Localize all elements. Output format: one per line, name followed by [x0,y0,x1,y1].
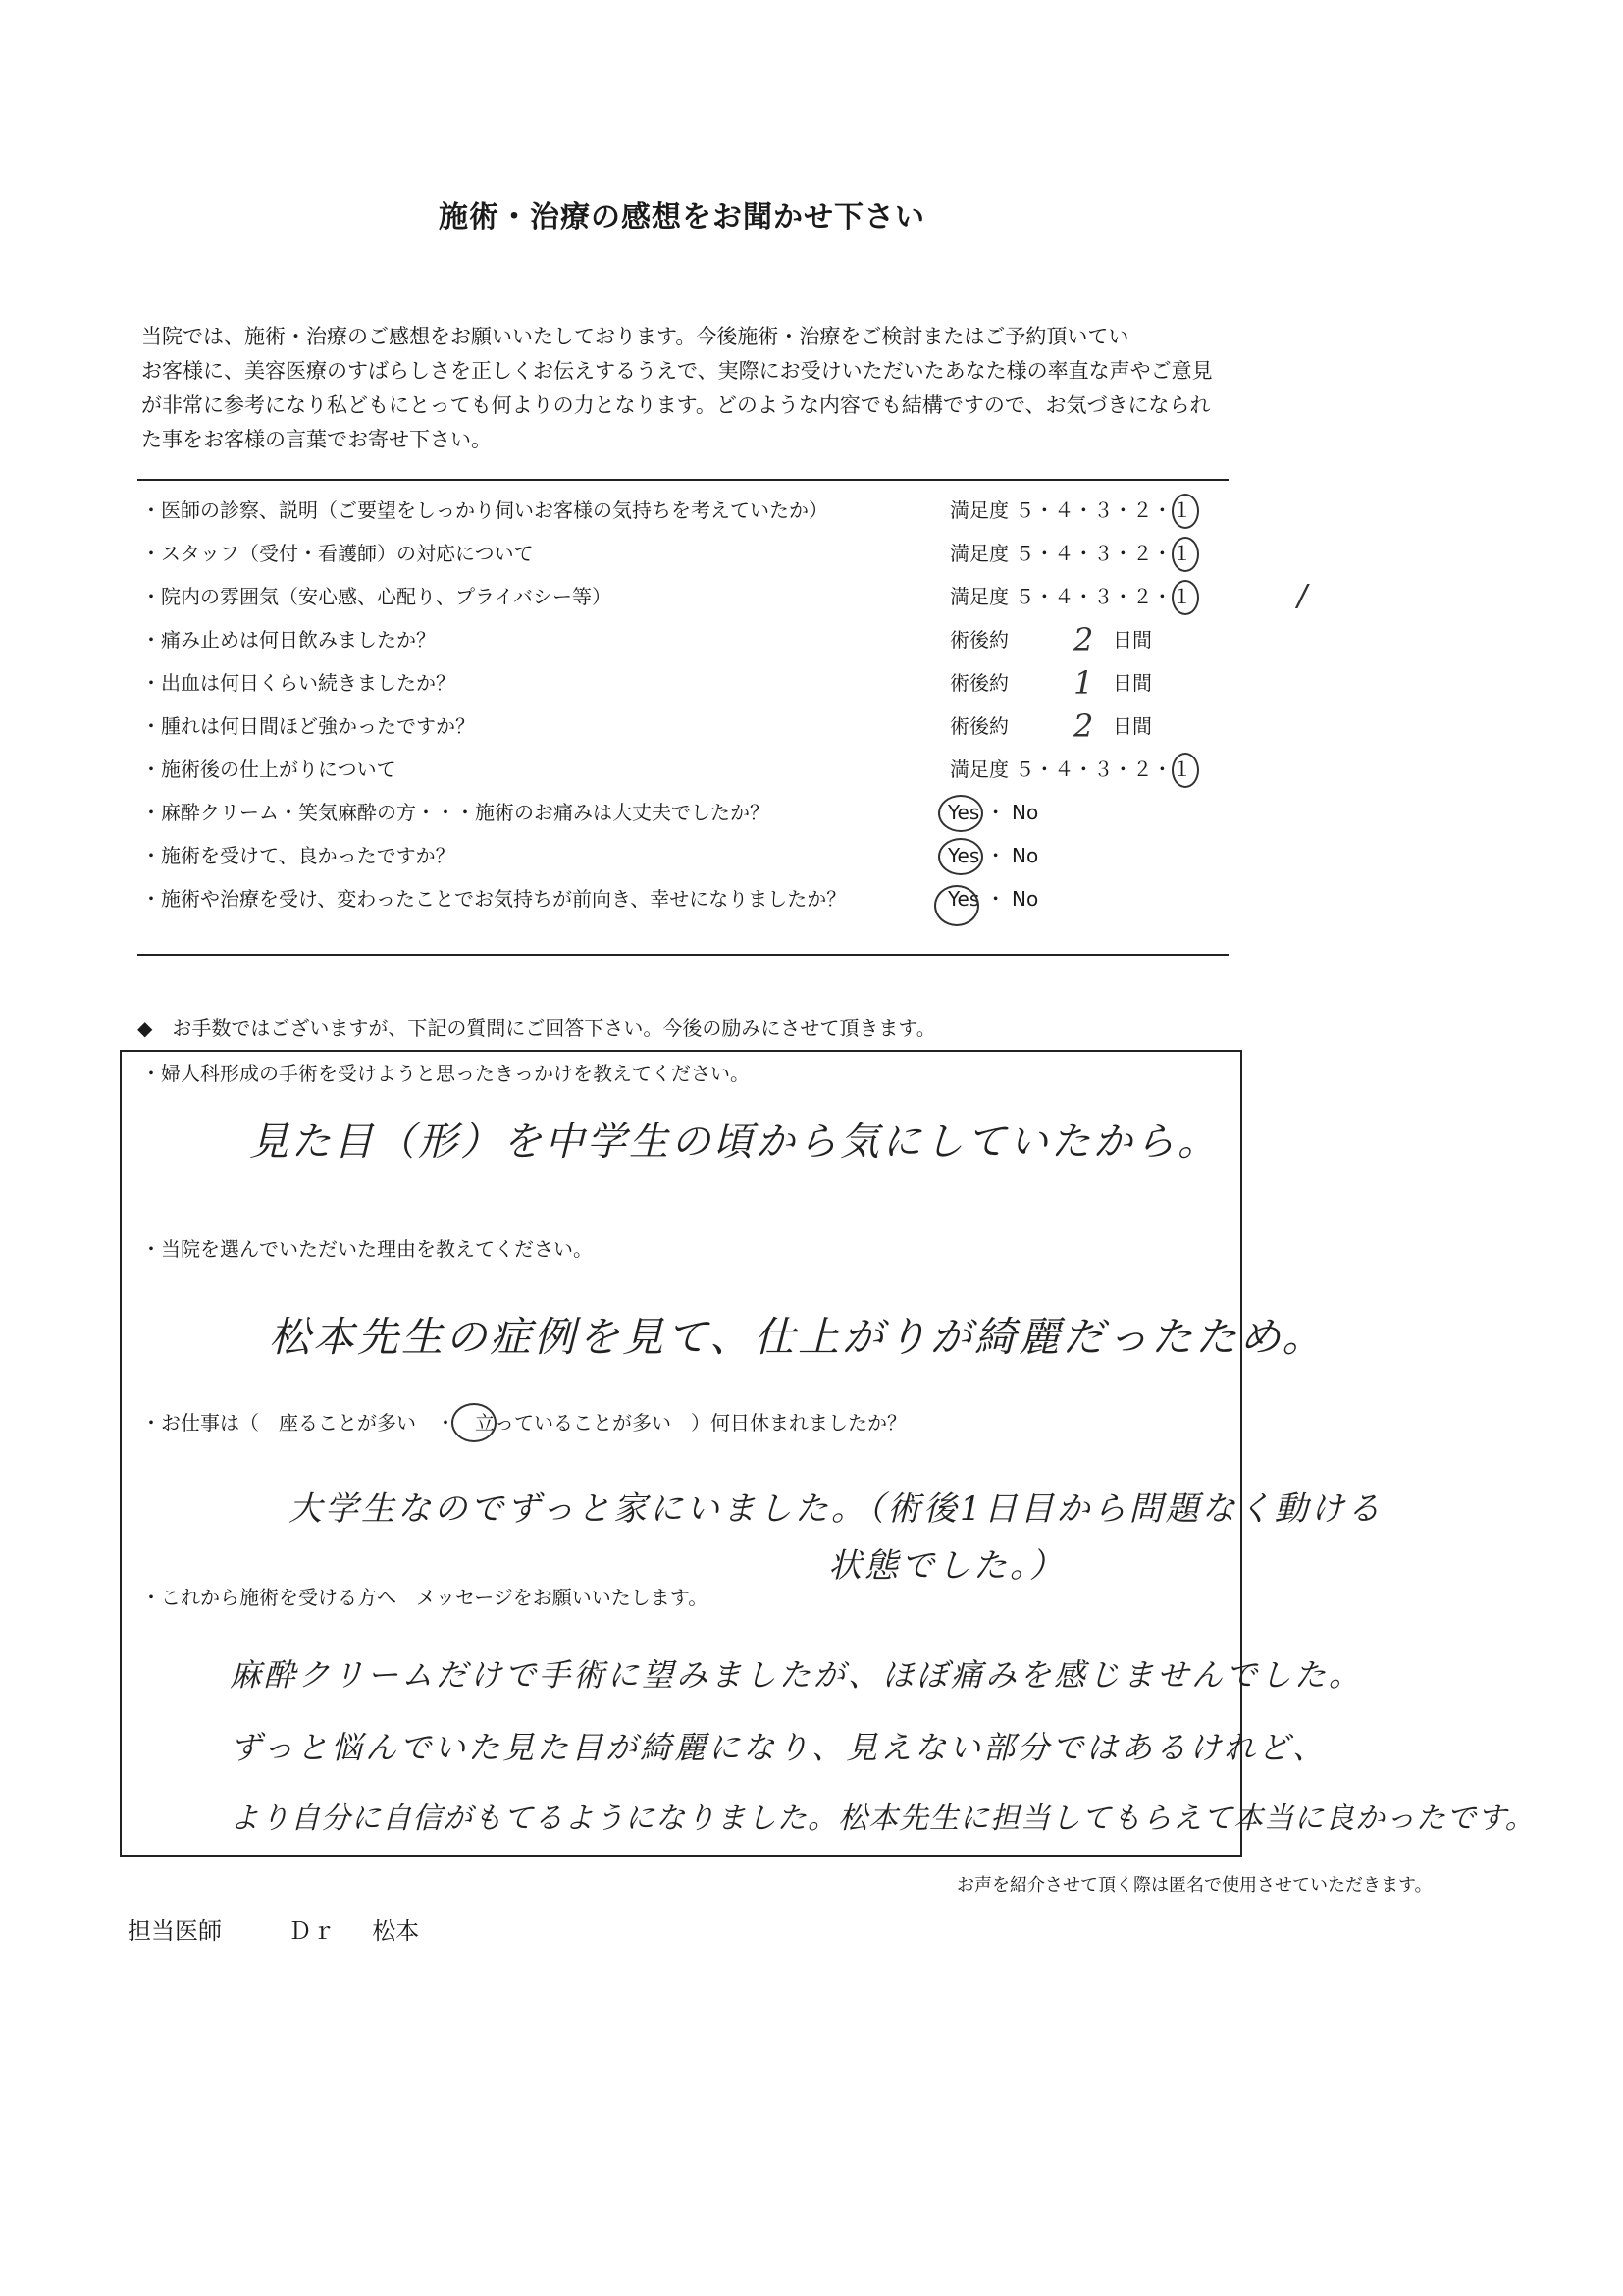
yes-no-choice: Yes ・ No [948,844,1039,867]
doctor-name: 松本 [372,1917,420,1945]
rating-scale: 満足度 ５・４・３・２・１ [950,498,1192,522]
answer-circle [1172,753,1199,788]
question-label: ・施術や治療を受け、変わったことでお気持ちが前向き、幸せになりましたか？ [141,887,847,911]
question-label: ・院内の雰囲気（安心感、心配り、プライバシー等） [141,585,611,608]
answer-prefix: 術後約 [950,714,1009,738]
question-reason: ・当院を選んでいただいた理由を教えてください。 [141,1237,593,1261]
answer-circle [934,885,979,926]
handwritten-value: 1 [1073,664,1094,702]
rating-scale: 満足度 ５・４・３・２・１ [950,757,1192,781]
free-answer-box [120,1050,1536,1857]
doctor-prefix: Ｄｒ [288,1917,336,1945]
anonymity-footnote: お声を紹介させて頂く際は匿名で使用させていただきます。 [957,1875,1433,1896]
handwritten-value: 2 [1073,621,1094,658]
question-label: ・出血は何日くらい続きましたか？ [141,671,455,695]
handwritten-answer: 大学生なのでずっと家にいました。（術後1日目から問題なく動ける [288,1489,1384,1529]
question-label: ・スタッフ（受付・看護師）の対応について [141,542,534,565]
handwritten-answer: ずっと悩んでいた見た目が綺麗になり、見えない部分ではあるけれど、 [230,1729,1328,1766]
question-message: ・これから施術を受ける方へ メッセージをお願いいたします。 [141,1586,708,1609]
rating-scale: 満足度 ５・４・３・２・１ [950,542,1192,565]
intro-text [141,320,1240,457]
intro-line: た事をお客様の言葉でお寄せ下さい。 [141,428,492,451]
question-label: ・麻酔クリーム・笑気麻酔の方・・・施術のお痛みは大丈夫でしたか？ [141,801,769,824]
question-label: ・施術後の仕上がりについて [141,757,396,781]
question-label: ・腫れは何日間ほど強かったですか？ [141,714,475,738]
divider-top [137,479,1229,481]
answer-circle [938,795,983,832]
rating-scale: 満足度 ５・４・３・２・１ [950,585,1192,608]
answer-unit: 日間 [1113,671,1152,695]
page-title: 施術・治療の感想をお聞かせ下さい [439,200,925,235]
answer-circle [938,838,983,875]
question-label: ・医師の診察、説明（ご要望をしっかり伺いお客様の気持ちを考えていたか） [141,498,828,522]
intro-line: 当院では、施術・治療のご感想をお願いいたしております。今後施術・治療をご検討またはご予約頂いてい [141,325,1129,348]
yes-no-choice: Yes ・ No [948,887,1039,911]
question-trigger: ・婦人科形成の手術を受けようと思ったきっかけを教えてください。 [141,1062,750,1085]
yes-no-choice: Yes ・ No [948,801,1039,824]
answer-unit: 日間 [1113,714,1152,738]
handwritten-answer: 状態でした。） [828,1546,1066,1586]
divider-bottom [137,954,1229,956]
answer-circle [1172,537,1199,572]
doctor-in-charge [128,1911,478,1946]
question-work: ・お仕事は（ 座ることが多い ・ 立っていることが多い ）何日休まれましたか？ [141,1411,907,1435]
crossed-mark: / [1297,579,1308,613]
answer-circle [1172,580,1199,615]
answer-circle [1172,494,1199,529]
answer-prefix: 術後約 [950,671,1009,695]
doctor-label: 担当医師 [128,1917,222,1945]
question-label: ・痛み止めは何日飲みましたか？ [141,628,436,652]
question-label: ・施術を受けて、良かったですか？ [141,844,455,867]
handwritten-value: 2 [1073,707,1094,745]
handwritten-answer: 見た目（形）を中学生の頃から気にしていたから。 [249,1120,1220,1165]
answer-circle [451,1403,497,1442]
instructions-note: ◆ お手数ではございますが、下記の質問にご回答下さい。今後の励みにさせて頂きます。 [137,1017,936,1040]
intro-line: お客様に、美容医療のすばらしさを正しくお伝えするうえで、実際にお受けいただいたあなた様の率直な声やご意見 [141,359,1213,383]
intro-line: が非常に参考になり私どもにとっても何よりの力となります。どのような内容でも結構ですので、お気づきになられ [141,393,1211,417]
handwritten-answer: 麻酔クリームだけで手術に望みましたが、ほぼ痛みを感じませんでした。 [230,1656,1364,1694]
answer-unit: 日間 [1113,628,1152,652]
handwritten-answer: より自分に自信がもてるようになりました。松本先生に担当してもらえて本当に良かったです。 [230,1801,1536,1836]
handwritten-answer: 松本先生の症例を見て、仕上がりが綺麗だったため。 [269,1313,1327,1361]
answer-prefix: 術後約 [950,628,1009,652]
